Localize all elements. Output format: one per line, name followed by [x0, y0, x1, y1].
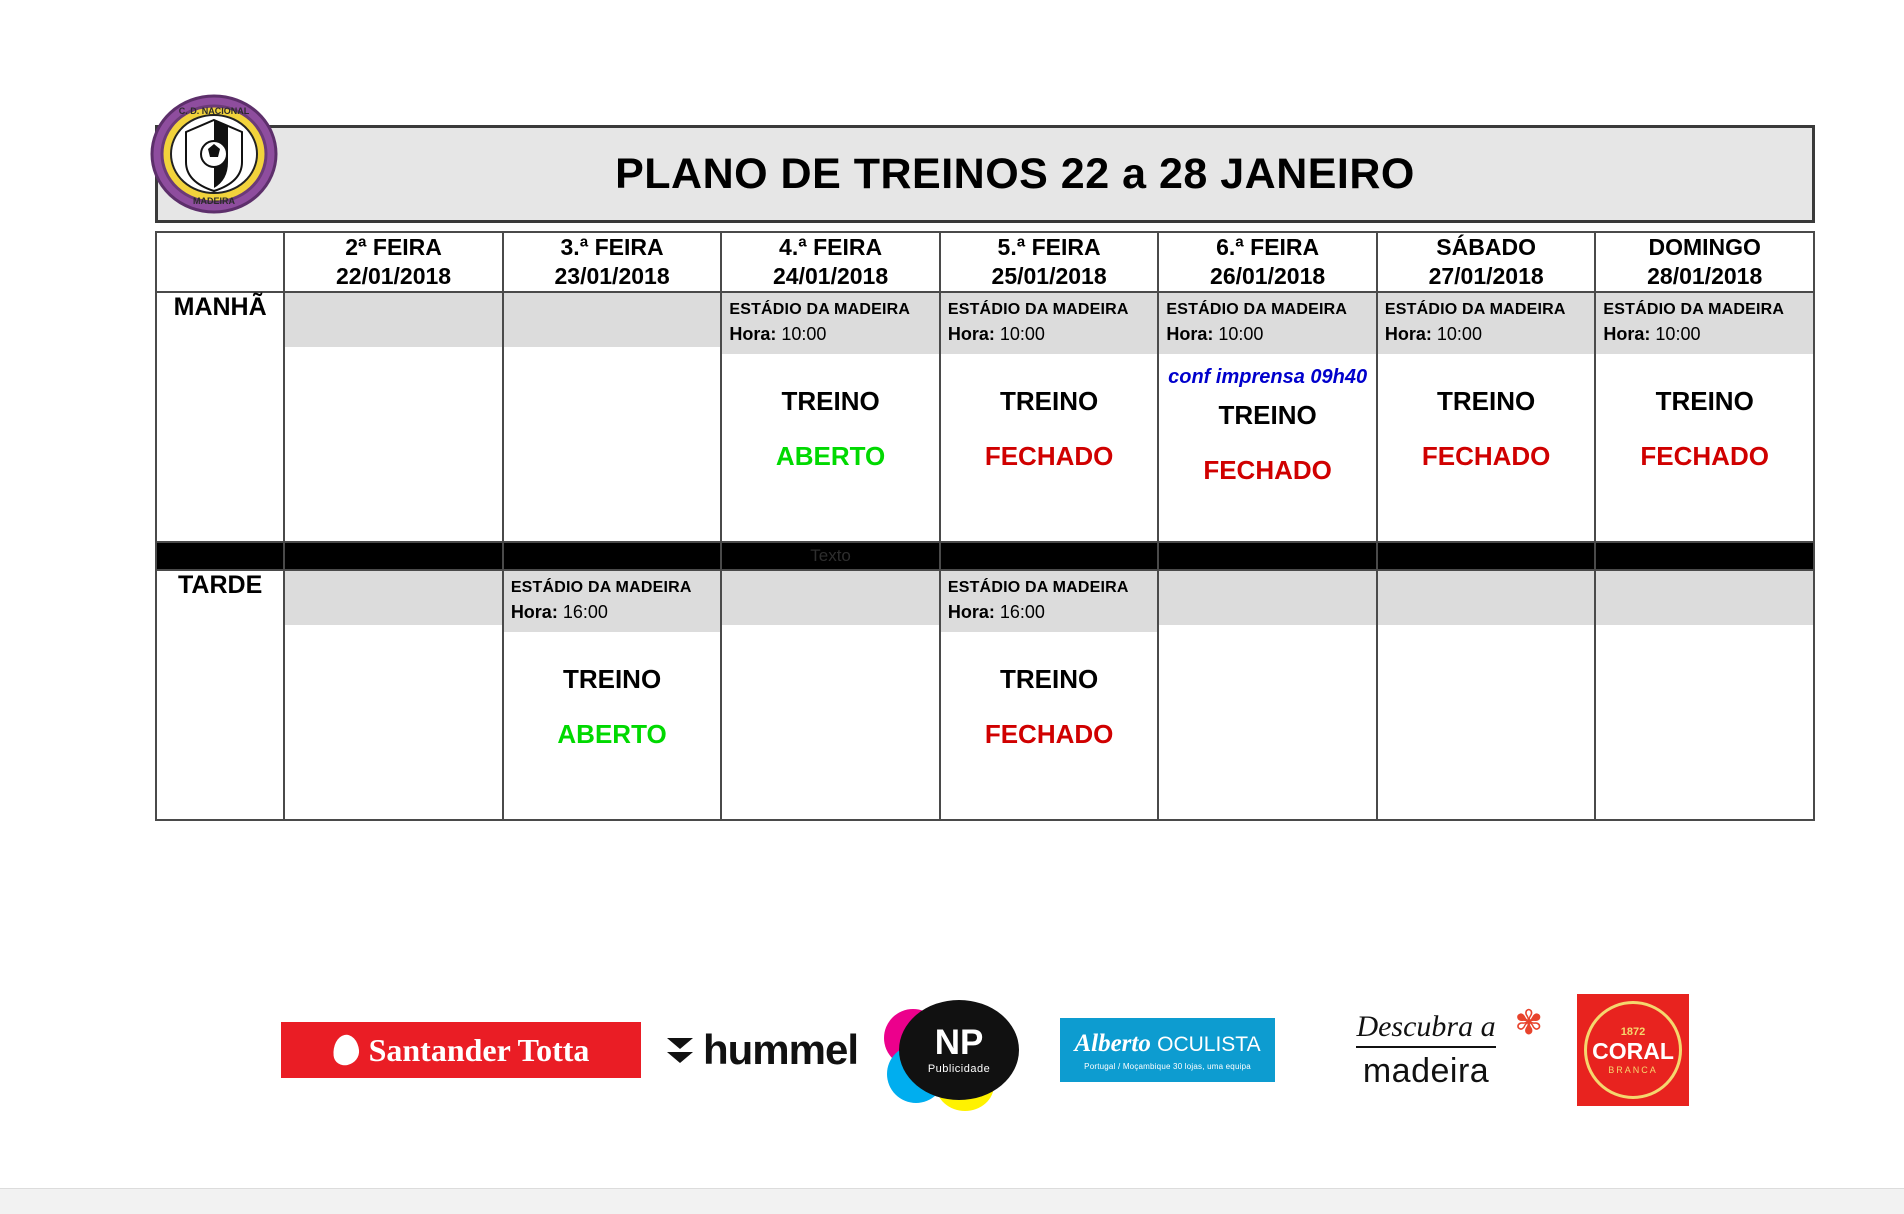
hour-label: Hora: [947, 324, 995, 345]
day-date: 24/01/2018 [773, 262, 889, 289]
venue-name: ESTÁDIO DA MADEIRA [1603, 300, 1785, 318]
hour-value: 10:00 [1218, 324, 1264, 345]
title-banner [155, 125, 1815, 223]
venue-block [1596, 293, 1813, 355]
hour-value: 16:00 [999, 602, 1045, 623]
venue-block [722, 293, 939, 355]
svg-text:C. D. NACIONAL: C. D. NACIONAL [178, 106, 250, 116]
session-body [1596, 354, 1813, 540]
afternoon-row [156, 570, 1814, 820]
sponsor-coral [1577, 994, 1689, 1106]
separator-cell [503, 542, 722, 570]
np-circle [899, 1000, 1019, 1100]
np-sublabel: Publicidade [927, 1063, 991, 1075]
day-name: 6.ª FEIRA [1216, 234, 1320, 260]
venue-block [1159, 293, 1376, 355]
status-badge: FECHADO [1640, 441, 1769, 472]
venue-name: ESTÁDIO DA MADEIRA [1166, 300, 1348, 318]
venue-name: ESTÁDIO DA MADEIRA [1384, 300, 1566, 318]
table-header-row [156, 232, 1814, 292]
cell-afternoon-3 [940, 570, 1159, 820]
santander-label: Santander Totta [368, 1031, 590, 1068]
hour-label: Hora: [947, 602, 995, 623]
day-name: 5.ª FEIRA [997, 234, 1101, 260]
session-body [285, 625, 502, 819]
separator-cell [284, 542, 503, 570]
session-body [504, 347, 721, 541]
separator-cell [721, 542, 940, 570]
session-hour [948, 322, 1151, 347]
session-hour [948, 600, 1151, 625]
session-body [722, 625, 939, 819]
cell-morning-1 [503, 292, 722, 542]
corner-cell [156, 232, 284, 292]
day-header-1 [503, 232, 722, 292]
alberto-sublabel: Portugal / Moçambique 30 lojas, uma equipa [1084, 1061, 1251, 1071]
venue-block [1378, 571, 1595, 625]
session-body [941, 632, 1158, 818]
session-hour [729, 322, 932, 347]
day-date: 28/01/2018 [1647, 262, 1763, 289]
hour-value: 10:00 [781, 324, 827, 345]
hour-label: Hora: [1166, 324, 1214, 345]
np-label: NP [934, 1023, 984, 1062]
separator-cell [940, 542, 1159, 570]
day-header-4 [1158, 232, 1377, 292]
press-conference-note: conf imprensa 09h40 [1168, 366, 1368, 389]
session-body [722, 354, 939, 540]
training-label: TREINO [781, 386, 880, 417]
session-hour [511, 600, 714, 625]
sponsor-hummel [667, 1026, 858, 1074]
day-header-0 [284, 232, 503, 292]
sponsor-strip [155, 985, 1815, 1115]
period-label-morning: MANHÃ [156, 292, 284, 542]
training-label: TREINO [1218, 400, 1317, 431]
hour-value: 10:00 [999, 324, 1045, 345]
venue-block [285, 293, 502, 347]
session-body [285, 347, 502, 541]
separator-placeholder-text: Texto [810, 545, 851, 565]
status-badge: FECHADO [984, 441, 1114, 472]
cell-afternoon-1 [503, 570, 722, 820]
hummel-chevron-icon [667, 1038, 693, 1063]
cell-morning-6 [1595, 292, 1814, 542]
separator-cell [1377, 542, 1596, 570]
day-header-6 [1595, 232, 1814, 292]
session-hour [1166, 322, 1369, 347]
cell-afternoon-6 [1595, 570, 1814, 820]
venue-block [504, 571, 721, 633]
venue-block [1159, 571, 1376, 625]
day-date: 22/01/2018 [335, 262, 452, 289]
sponsor-descubra-madeira [1301, 1003, 1551, 1091]
cell-morning-0 [284, 292, 503, 542]
hour-label: Hora: [729, 324, 777, 345]
cell-afternoon-4 [1158, 570, 1377, 820]
coral-sublabel: BRANCA [1608, 1064, 1658, 1075]
madeira-label: Descubra a [1356, 1010, 1495, 1048]
hour-value: 10:00 [1436, 324, 1482, 345]
period-label-afternoon: TARDE [156, 570, 284, 820]
venue-name: ESTÁDIO DA MADEIRA [947, 300, 1129, 318]
cell-afternoon-2 [721, 570, 940, 820]
alberto-label: Alberto [1074, 1029, 1151, 1057]
training-label: TREINO [999, 664, 1099, 695]
venue-block [941, 571, 1158, 633]
hour-value: 10:00 [1655, 324, 1701, 345]
venue-block [941, 293, 1158, 355]
coral-year: 1872 [1620, 1025, 1646, 1038]
venue-block [504, 293, 721, 347]
hour-label: Hora: [510, 602, 558, 623]
day-name: SÁBADO [1436, 234, 1536, 260]
day-header-5 [1377, 232, 1596, 292]
santander-flame-icon [331, 1032, 360, 1067]
hour-label: Hora: [1384, 324, 1432, 345]
status-badge: FECHADO [1203, 455, 1332, 486]
separator-cell [156, 542, 284, 570]
session-body [1596, 625, 1813, 819]
hour-value: 16:00 [562, 602, 608, 623]
venue-block [285, 571, 502, 625]
day-name: 4.ª FEIRA [779, 234, 883, 260]
separator-row [156, 542, 1814, 570]
session-body [504, 632, 721, 818]
cell-afternoon-5 [1377, 570, 1596, 820]
day-name: DOMINGO [1648, 234, 1761, 260]
cell-morning-2 [721, 292, 940, 542]
session-body [1159, 354, 1376, 540]
cell-afternoon-0 [284, 570, 503, 820]
training-label: TREINO [1437, 386, 1536, 417]
session-body [1378, 354, 1595, 540]
status-badge: FECHADO [1421, 441, 1551, 472]
sponsor-alberto-oculista [1060, 1018, 1275, 1082]
venue-block [1378, 293, 1595, 355]
cell-morning-3 [940, 292, 1159, 542]
cell-morning-4 [1158, 292, 1377, 542]
venue-block [722, 571, 939, 625]
alberto-label2: OCULISTA [1157, 1032, 1261, 1056]
training-label: TREINO [562, 664, 662, 695]
club-crest-icon [144, 92, 284, 217]
sponsor-np [884, 995, 1034, 1105]
venue-name: ESTÁDIO DA MADEIRA [510, 578, 692, 596]
session-hour [1385, 322, 1588, 347]
venue-block [1596, 571, 1813, 625]
venue-name: ESTÁDIO DA MADEIRA [947, 578, 1129, 596]
day-date: 26/01/2018 [1210, 262, 1326, 289]
day-date: 23/01/2018 [554, 262, 670, 289]
session-body [941, 354, 1158, 540]
day-date: 25/01/2018 [991, 262, 1107, 289]
training-label: TREINO [1655, 386, 1754, 417]
cell-morning-5 [1377, 292, 1596, 542]
alberto-title [1074, 1030, 1260, 1058]
day-header-2 [721, 232, 940, 292]
status-badge: ABERTO [775, 441, 886, 472]
session-hour [1603, 322, 1806, 347]
day-header-3 [940, 232, 1159, 292]
session-body [1378, 625, 1595, 819]
training-label: TREINO [999, 386, 1099, 417]
madeira-label2: madeira [1362, 1051, 1490, 1090]
page-title: PLANO DE TREINOS 22 a 28 JANEIRO [615, 149, 1415, 198]
hummel-label: hummel [702, 1026, 859, 1073]
venue-name: ESTÁDIO DA MADEIRA [729, 300, 911, 318]
status-badge: FECHADO [984, 719, 1114, 750]
svg-text:MADEIRA: MADEIRA [193, 196, 235, 206]
status-badge: ABERTO [557, 719, 667, 750]
madeira-flower-icon: ✾ [1514, 1003, 1544, 1042]
day-name: 2ª FEIRA [345, 234, 442, 260]
morning-row [156, 292, 1814, 542]
hour-label: Hora: [1603, 324, 1651, 345]
day-date: 27/01/2018 [1428, 262, 1544, 289]
bottom-strip [0, 1188, 1904, 1214]
session-body [1159, 625, 1376, 819]
separator-cell [1595, 542, 1814, 570]
coral-label: CORAL [1592, 1037, 1674, 1064]
separator-cell [1158, 542, 1377, 570]
training-plan-table [155, 231, 1815, 821]
sponsor-santander [281, 1022, 641, 1078]
day-name: 3.ª FEIRA [560, 234, 664, 260]
